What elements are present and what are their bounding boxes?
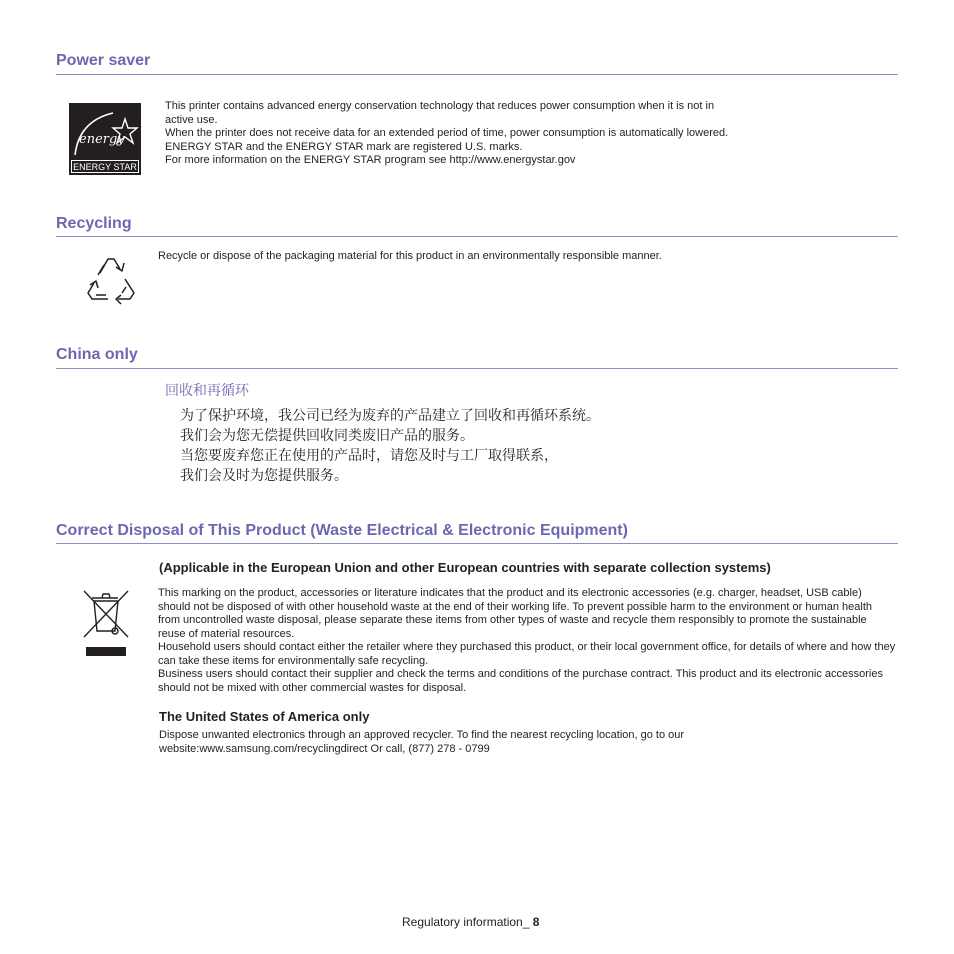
- crossed-out-wheelie-bin-icon: [82, 589, 130, 659]
- weee-eu-paragraph: Business users should contact their supplier and check the terms and conditions of the purchase contract. This product and its electronic accessories should not be mixed with other commercial wastes for disposal.: [158, 668, 883, 694]
- weee-eu-paragraph: Household users should contact either the retailer where they purchased this product, or their local government office, for details of where and how they can take these items for environmentally safe recycling.: [158, 641, 896, 667]
- power-saver-paragraph: active use.: [165, 113, 218, 126]
- power-saver-paragraph: For more information on the ENERGY STAR program see http://www.energystar.gov: [165, 154, 576, 166]
- section-title-recycling: Recycling: [56, 215, 132, 232]
- section-divider: [56, 236, 898, 237]
- section-divider: [56, 74, 898, 75]
- china-text-line: 为了保护环境，我公司已经为废弃的产品建立了回收和再循环系统。: [180, 408, 600, 424]
- weee-us-heading: The United States of America only: [159, 709, 370, 724]
- recycle-icon: [80, 251, 140, 311]
- footer-label: Regulatory information_: [402, 915, 530, 929]
- recycling-text: Recycle or dispose of the packaging material for this product in an environmentally responsible manner.: [158, 250, 662, 262]
- section-divider: [56, 368, 898, 369]
- china-text-line: 我们会为您无偿提供回收同类废旧产品的服务。: [180, 428, 474, 444]
- china-text-line: 我们会及时为您提供服务。: [180, 468, 348, 484]
- power-saver-text: [165, 100, 885, 168]
- weee-eu-heading: (Applicable in the European Union and other European countries with separate collection systems): [159, 560, 771, 575]
- section-title-china-only: China only: [56, 346, 138, 363]
- power-saver-paragraph: This printer contains advanced energy conservation technology that reduces power consumption when it is not in: [165, 100, 715, 112]
- energy-star-label: ENERGY STAR: [73, 162, 137, 172]
- section-title-weee: Correct Disposal of This Product (Waste Electrical & Electronic Equipment): [56, 522, 628, 539]
- power-saver-paragraph: ENERGY STAR and the ENERGY STAR mark are registered U.S. marks.: [165, 140, 523, 153]
- weee-us-text: Dispose unwanted electronics through an approved recycler. To find the nearest recycling location, go to our website:www.samsung.com/recyclingdirect Or call, (877) 278 - 0799: [159, 729, 685, 755]
- page-footer: [402, 915, 539, 929]
- section-divider: [56, 543, 898, 544]
- section-title-power-saver: Power saver: [56, 52, 151, 69]
- weee-eu-text: [158, 587, 896, 695]
- china-text: [180, 406, 600, 486]
- china-subtitle: 回收和再循环: [165, 383, 249, 399]
- weee-eu-paragraph: This marking on the product, accessories or literature indicates that the product and its electronic accessories (e.g. charger, headset, USB cable) should not be disposed of with other household waste at the end of their working life. To prevent possible harm to the environment or human health from uncontrolled waste disposal, please separate these items from other types of waste and recycle them responsibly to promote the sustainable reuse of material resources.: [158, 587, 873, 640]
- china-text-line: 当您要废弃您正在使用的产品时，请您及时与工厂取得联系，: [180, 448, 558, 464]
- energy-script-text: energy: [79, 132, 125, 147]
- page-number: 8: [532, 915, 540, 929]
- power-saver-paragraph: When the printer does not receive data for an extended period of time, power consumption is automatically lowered.: [165, 127, 729, 139]
- energy-star-logo: [69, 103, 141, 175]
